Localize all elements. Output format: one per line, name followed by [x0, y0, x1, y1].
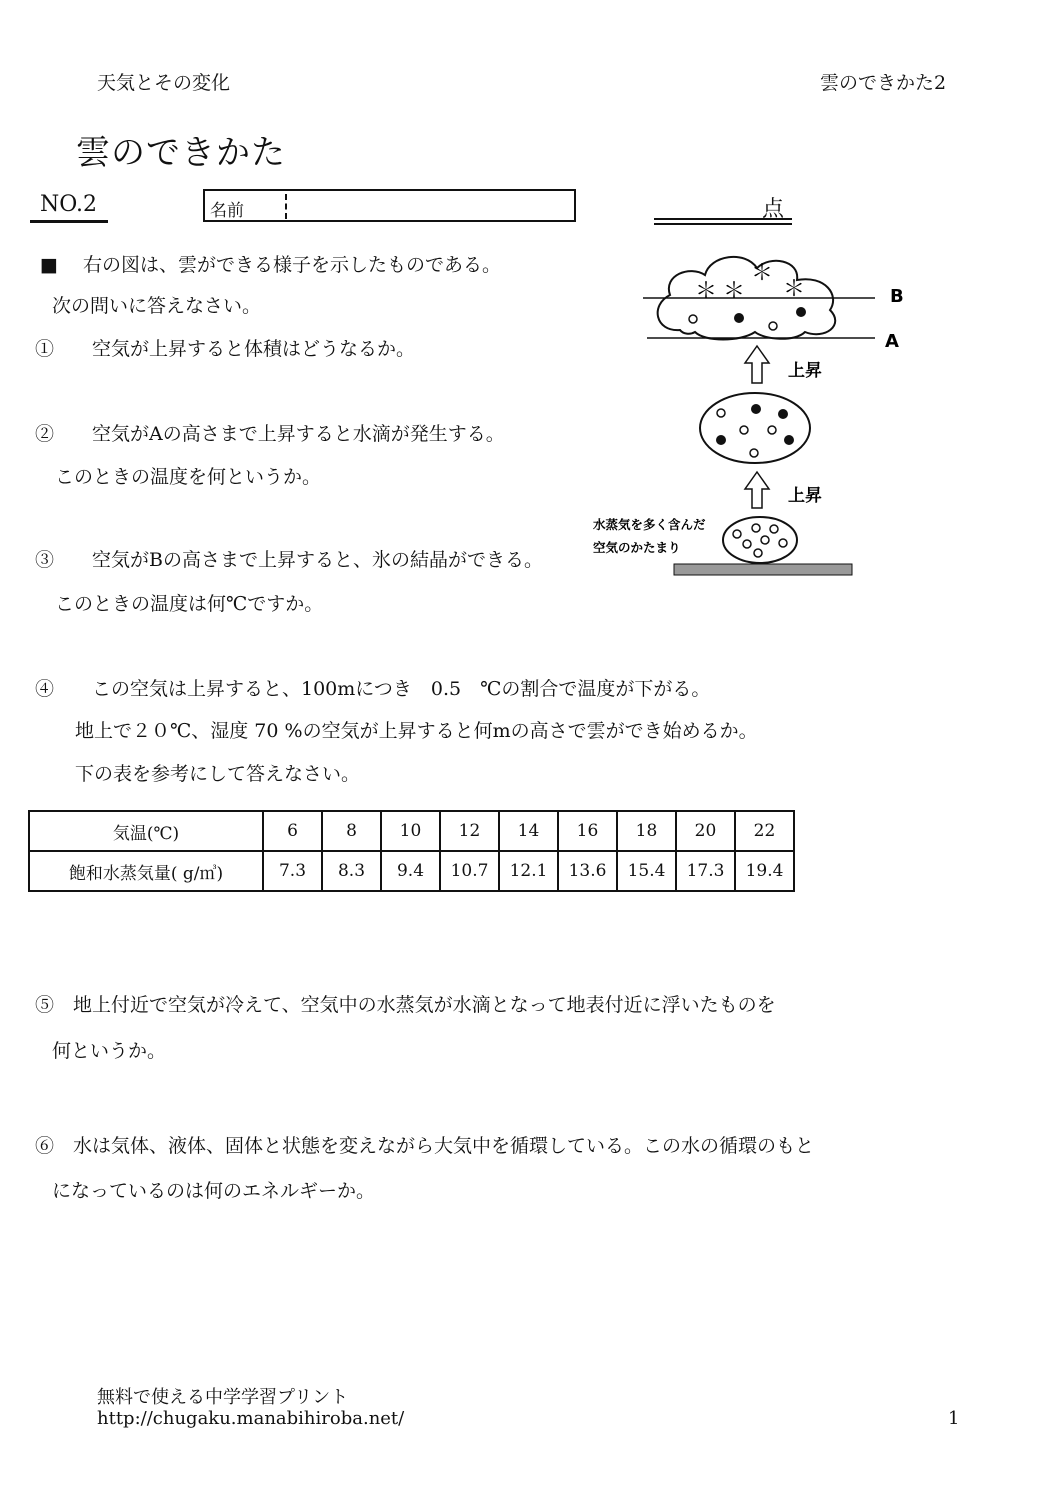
name-divider	[285, 194, 287, 219]
vapor-circle-icon	[770, 525, 778, 533]
vapor-circle-icon	[717, 409, 725, 417]
up-arrow-icon	[745, 472, 769, 508]
footer-url[interactable]: http://chugaku.manabihiroba.net/	[97, 1408, 405, 1429]
score-line-top	[654, 218, 792, 220]
score-label: 点	[762, 197, 785, 222]
vapor-circle-icon	[733, 530, 741, 538]
score-line-bottom	[654, 223, 792, 225]
table-header-temperature: 気温(℃)	[29, 811, 263, 851]
table-cell: 7.3	[263, 851, 322, 891]
vapor-label-line-2: 空気のかたまり	[593, 540, 681, 555]
ice-crystal-icon: ＊	[695, 279, 718, 304]
droplet-icon	[751, 404, 761, 414]
droplet-icon	[778, 409, 788, 419]
ground-bar	[674, 564, 852, 575]
page-title: 雲のできかた	[76, 133, 286, 173]
intro-line-1: ■ 右の図は、雲ができる様子を示したものである。	[40, 254, 501, 276]
ice-crystal-icon: ＊	[723, 279, 746, 304]
vapor-circle-icon	[743, 540, 751, 548]
table-cell: 12.1	[499, 851, 558, 891]
table-cell: 9.4	[381, 851, 440, 891]
up-arrow-icon	[745, 346, 769, 383]
number-underline	[30, 220, 108, 223]
question-2-line-1: ② 空気がAの高さまで上昇すると水滴が発生する。	[35, 423, 505, 445]
table-cell: 18	[617, 811, 676, 851]
table-cell: 16	[558, 811, 617, 851]
table-cell: 14	[499, 811, 558, 851]
table-cell: 12	[440, 811, 499, 851]
table-cell: 13.6	[558, 851, 617, 891]
question-4-line-2: 地上で２０℃、湿度 70 %の空気が上昇すると何mの高さで雲ができ始めるか。	[75, 720, 758, 742]
level-b-label: B	[890, 286, 904, 307]
vapor-circle-icon	[754, 549, 762, 557]
name-label: 名前	[210, 201, 244, 221]
vapor-circle-icon	[689, 315, 697, 323]
table-cell: 17.3	[676, 851, 735, 891]
droplet-icon	[784, 435, 794, 445]
table-cell: 19.4	[735, 851, 794, 891]
question-2-line-2: このときの温度を何というか。	[55, 466, 322, 488]
vapor-label-line-1: 水蒸気を多く含んだ	[593, 517, 706, 532]
saturation-table	[28, 810, 795, 892]
table-cell: 8.3	[322, 851, 381, 891]
vapor-circle-icon	[752, 524, 760, 532]
droplet-icon	[796, 307, 806, 317]
ice-crystal-icon: ＊	[783, 277, 806, 302]
vapor-circle-icon	[779, 539, 787, 547]
cloud-formation-diagram	[585, 250, 915, 580]
question-4-line-1: ④ この空気は上昇すると、100mにつき 0.5 ℃の割合で温度が下がる。	[35, 678, 711, 700]
vapor-circle-icon	[768, 426, 776, 434]
vapor-circle-icon	[761, 536, 769, 544]
question-3-line-1: ③ 空気がBの高さまで上昇すると、氷の結晶ができる。	[35, 549, 543, 571]
table-row-temperature	[29, 811, 794, 851]
page-number: 1	[948, 1408, 960, 1429]
table-cell: 15.4	[617, 851, 676, 891]
rise-label-1: 上昇	[788, 361, 822, 381]
question-6-line-2: になっているのは何のエネルギーか。	[52, 1180, 376, 1202]
table-cell: 8	[322, 811, 381, 851]
table-cell: 20	[676, 811, 735, 851]
table-cell: 10.7	[440, 851, 499, 891]
table-row-saturation	[29, 851, 794, 891]
vapor-circle-icon	[769, 322, 777, 330]
vapor-circle-icon	[740, 426, 748, 434]
header-subject: 天気とその変化	[97, 72, 231, 94]
question-5-line-1: ⑤ 地上付近で空気が冷えて、空気中の水蒸気が水滴となって地表付近に浮いたものを	[35, 994, 776, 1016]
table-header-saturation: 飽和水蒸気量( g/㎥)	[29, 851, 263, 891]
level-a-label: A	[885, 331, 899, 352]
worksheet-number: NO.2	[40, 192, 97, 217]
name-field[interactable]	[203, 189, 576, 222]
vapor-circle-icon	[750, 449, 758, 457]
header-worksheet-title: 雲のできかた2	[820, 72, 947, 94]
rise-label-2: 上昇	[788, 486, 822, 506]
table-cell: 6	[263, 811, 322, 851]
footer-site-name: 無料で使える中学学習プリント	[97, 1387, 349, 1408]
droplet-icon	[734, 313, 744, 323]
question-5-line-2: 何というか。	[52, 1040, 167, 1062]
question-4-line-3: 下の表を参考にして答えなさい。	[75, 763, 361, 785]
table-cell: 22	[735, 811, 794, 851]
intro-line-2: 次の問いに答えなさい。	[52, 295, 262, 317]
table-cell: 10	[381, 811, 440, 851]
question-6-line-1: ⑥ 水は気体、液体、固体と状態を変えながら大気中を循環している。この水の循環のもと	[35, 1135, 815, 1157]
question-3-line-2: このときの温度は何℃ですか。	[55, 593, 324, 615]
droplet-icon	[716, 435, 726, 445]
question-1: ① 空気が上昇すると体積はどうなるか。	[35, 338, 416, 360]
ice-crystal-icon: ＊	[751, 261, 774, 286]
